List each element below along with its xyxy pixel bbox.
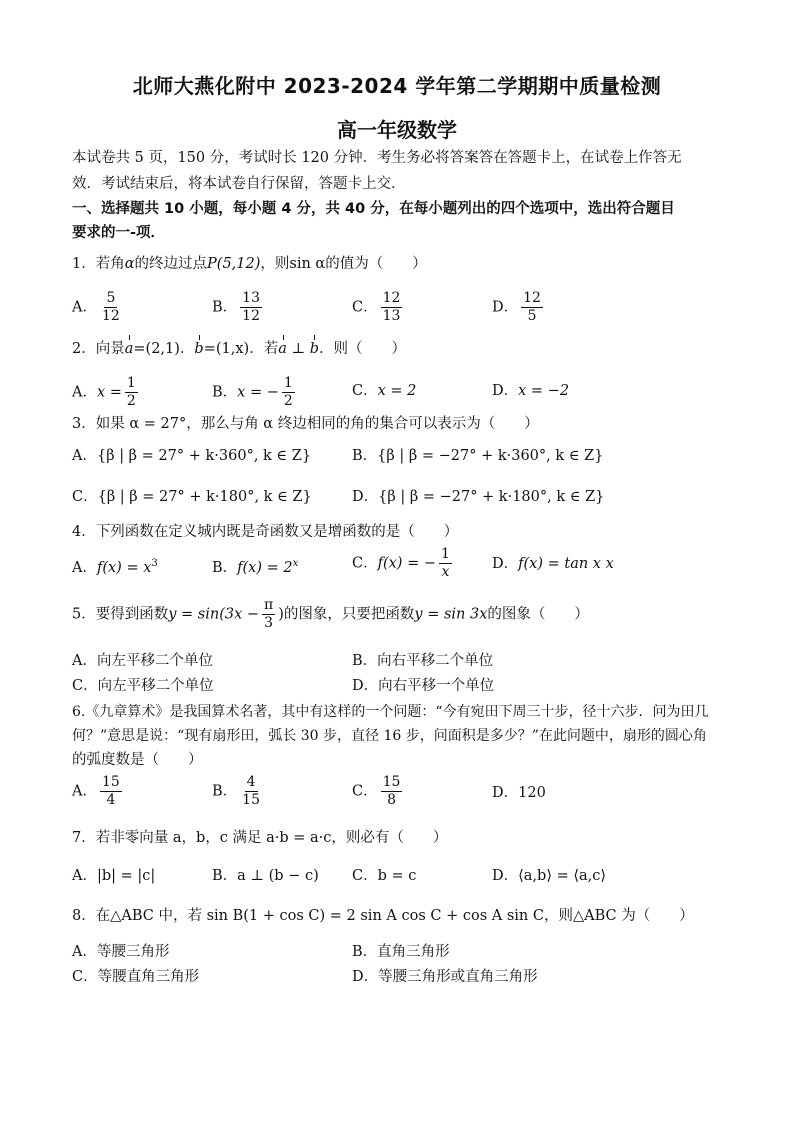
question-4-option-d: D．f(x) = tan x x	[492, 556, 614, 572]
question-2-option-c: C．x = 2	[352, 383, 417, 399]
question-1-stem: 1．若角α的终边过点P(5,12)，则sin α的值为（ ）	[72, 256, 427, 272]
question-3-stem: 3．如果 α = 27°，那么与角 α 终边相同的角的集合可以表示为（ ）	[72, 416, 539, 432]
question-2-option-d: D．x = −2	[492, 383, 570, 399]
question-6-option-a: A． $\frac{15}{4}$	[72, 774, 120, 808]
intro-line-2: 效．考试结束后，将本试卷自行保留，答题卡上交．	[72, 176, 406, 192]
section-heading-line-2: 要求的一-项．	[72, 225, 166, 241]
question-3-option-b: B．{β | β = −27° + k·360°, k ∈ Z}	[352, 448, 604, 464]
question-6-option-c: C． $\frac{15}{8}$	[352, 774, 401, 808]
question-7-option-c: C．b = c	[352, 868, 417, 884]
question-8-stem: 8．在△ABC 中，若 sin B(1 + cos C) = 2 sin A cos C + cos A sin C，则△ABC 为（ ）	[72, 908, 694, 924]
question-4-option-c: C．f(x) = − $\frac{1}{x}$	[352, 546, 450, 580]
question-5-option-b: B．向右平移二个单位	[352, 653, 494, 669]
question-5-stem: 5．要得到函数y = sin(3x − $\frac{\pi}{3}$ )的图象，只要把函数y = sin 3x的图象（ ）	[72, 597, 589, 631]
question-6-option-d: D．120	[492, 785, 546, 801]
question-3-option-a: A．{β | β = 27° + k·360°, k ∈ Z}	[72, 448, 312, 464]
question-4-stem: 4．下列函数在定义城内既是奇函数又是增函数的是（ ）	[72, 524, 459, 540]
question-1-option-d: D． $\frac{12}{5}$	[492, 290, 541, 324]
question-6-line-2: 何？”意思是说：“现有扇形田，弧长 30 步，直径 16 步，问面积是多少？”在此问题中，扇形的圆心角	[72, 728, 707, 744]
question-2-option-b: B．x = − $\frac{1}{2}$	[212, 375, 293, 409]
question-4-option-a: A．$f(x) = x^3$	[72, 558, 158, 576]
question-8-option-b: B．直角三角形	[352, 944, 450, 960]
question-2-option-a: A．x = $\frac{1}{2}$	[72, 375, 136, 409]
question-6-option-b: B． $\frac{4}{15}$	[212, 774, 260, 808]
exam-title: 北师大燕化附中 2023-2024 学年第二学期期中质量检测	[132, 74, 662, 98]
question-8-option-d: D．等腰三角形或直角三角形	[352, 969, 538, 985]
question-7-option-b: B．a ⊥ (b − c)	[212, 868, 319, 884]
question-1-option-b: B． $\frac{13}{12}$	[212, 290, 260, 324]
question-4-option-b: B．$f(x) = 2^x$	[212, 558, 299, 576]
intro-line-1: 本试卷共 5 页，150 分，考试时长 120 分钟．考生务必将答案答在答题卡上，在试卷上作答无	[72, 150, 682, 166]
section-heading-line-1: 一、选择题共 10 小题，每小题 4 分，共 40 分，在每小题列出的四个选项中，选出符合题目	[72, 201, 675, 217]
question-5-option-a: A．向左平移二个单位	[72, 653, 213, 669]
question-3-option-c: C．{β | β = 27° + k·180°, k ∈ Z}	[72, 489, 312, 505]
question-3-option-d: D．{β | β = −27° + k·180°, k ∈ Z}	[352, 489, 605, 505]
question-5-option-c: C．向左平移二个单位	[72, 678, 214, 694]
question-5-option-d: D．向右平移一个单位	[352, 678, 495, 694]
question-7-option-a: A．|b| = |c|	[72, 868, 156, 884]
question-1-option-c: C． $\frac{12}{13}$	[352, 290, 401, 324]
question-8-option-c: C．等腰直角三角形	[72, 969, 200, 985]
exam-subtitle: 高一年级数学	[337, 118, 457, 142]
question-8-option-a: A．等腰三角形	[72, 944, 170, 960]
question-2-stem: 2．向景a=(2,1)．b=(1,x)．若a ⊥ b．则（ ）	[72, 341, 407, 357]
question-1-option-a: A． $\frac{5}{12}$	[72, 290, 120, 324]
question-6-line-1: 6.《九章算术》是我国算术名著，其中有这样的一个问题：“今有宛田下周三十步，径十六步．问为田几	[72, 704, 709, 720]
question-7-stem: 7．若非零向量 a，b，c 满足 a·b = a·c，则必有（ ）	[72, 830, 448, 846]
question-7-option-d: D．⟨a,b⟩ = ⟨a,c⟩	[492, 868, 607, 884]
question-6-line-3: 的弧度数是（ ）	[72, 752, 203, 768]
